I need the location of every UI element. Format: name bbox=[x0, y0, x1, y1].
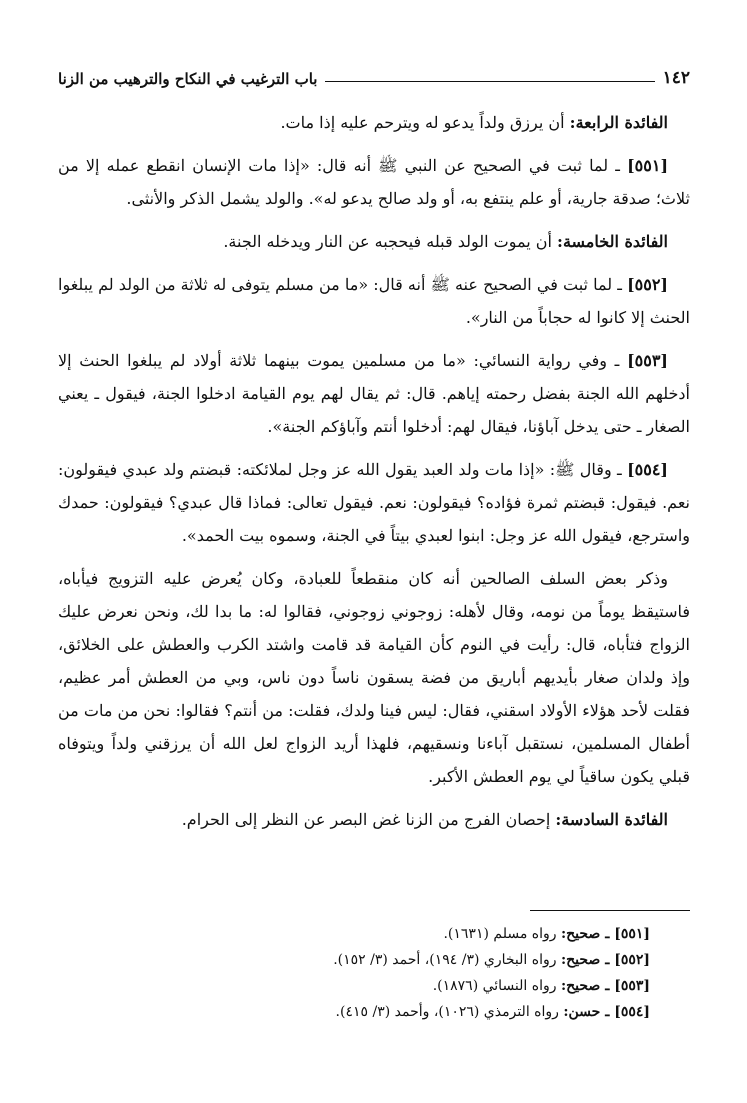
hadith-number: [٥٥٣] bbox=[627, 351, 668, 370]
footnote-text: رواه الترمذي (١٠٢٦)، وأحمد (٣/ ٤١٥). bbox=[335, 1004, 564, 1020]
footnote-text: رواه مسلم (١٦٣١). bbox=[443, 926, 561, 942]
hadith-number: [٥٥٤] bbox=[627, 460, 668, 479]
paragraph-text: وذكر بعض السلف الصالحين أنه كان منقطعاً للعبادة، وكان يُعرض عليه التزويج فيأباه، فاستيقظ يوماً من نومه، وقال لأهله: زوجوني زوجوني، فقالوا له: ما بدا لك، ونحن نعرض عليك الزواج فتأباه، قال: رأيت في النوم كأن القيامة قد قامت واشتد الكرب والعطش على الخلائق، وإذ ولدان صغار بأيديهم أباريق من فضة يسقون ناساً دون ناس، وبي من العطش أمر عظيم، فقلت لأحد هؤلاء الأولاد اسقني، فقال: ليس فينا ولدك، فقلت: من أنتم؟ فقالوا: نحن من مات من أطفال المسلمين، نستقبل آباءنا ونسقيهم، فلهذا أريد الزواج لعل الله أن يرزقني ولداً ويتوفاه قبلي يكون ساقياً لي يوم العطش الأكبر. bbox=[58, 569, 691, 786]
paragraph-benefit-4 bbox=[58, 106, 690, 139]
hadith-number: [٥٥٢] bbox=[627, 275, 668, 294]
paragraph-text: ـ وقال ﷺ: «إذا مات ولد العبد يقول الله عز وجل لملائكته: قبضتم ولد عبدي فيقولون: نعم. فيقول: قبضتم ثمرة فؤاده؟ فيقولون: نعم. فيقول تعالى: فماذا قال عبدي؟ فيقولون: حمدك واسترجع، فيقول الله عز وجل: ابنوا لعبدي بيتاً في الجنة، وسموه بيت الحمد». bbox=[58, 460, 690, 545]
paragraph-label: الفائدة الرابعة: bbox=[569, 113, 668, 132]
footnote-grade: ـ صحيح: bbox=[560, 952, 615, 968]
header-rule bbox=[325, 81, 654, 82]
paragraph-text: ـ لما ثبت في الصحيح عنه ﷺ أنه قال: «ما من مسلم يتوفى له ثلاثة من الولد لم يبلغوا الحنث إلا كانوا له حجاباً من النار». bbox=[58, 275, 690, 327]
footnote-553 bbox=[58, 973, 690, 999]
footnote-number: [٥٥٤] bbox=[614, 1004, 650, 1020]
footnote-number: [٥٥٢] bbox=[614, 952, 650, 968]
paragraph-benefit-5 bbox=[58, 225, 690, 258]
footnote-number: [٥٥١] bbox=[614, 926, 650, 942]
footnote-rule bbox=[530, 910, 690, 911]
footnote-552 bbox=[58, 947, 690, 973]
paragraph-benefit-6 bbox=[58, 803, 690, 836]
footnote-text: رواه البخاري (٣/ ١٩٤)، أحمد (٣/ ١٥٢). bbox=[333, 952, 561, 968]
paragraph-hadith-553 bbox=[58, 344, 690, 443]
paragraph-hadith-554 bbox=[58, 453, 690, 552]
paragraph-text: أن يرزق ولداً يدعو له ويترحم عليه إذا مات. bbox=[280, 113, 570, 132]
footnote-text: رواه النسائي (١٨٧٦). bbox=[432, 978, 561, 994]
paragraph-text: إحصان الفرج من الزنا غض البصر عن النظر إلى الحرام. bbox=[181, 810, 556, 829]
chapter-title: باب الترغيب في النكاح والترهيب من الزنا bbox=[58, 70, 318, 88]
footnotes bbox=[58, 910, 690, 1025]
footnote-grade: ـ حسن: bbox=[563, 1004, 615, 1020]
paragraph-label: الفائدة السادسة: bbox=[555, 810, 668, 829]
paragraph-hadith-552 bbox=[58, 268, 690, 334]
footnote-554 bbox=[58, 999, 690, 1025]
paragraph-story bbox=[58, 562, 690, 793]
footnote-grade: ـ صحيح: bbox=[560, 978, 615, 994]
paragraph-text: ـ لما ثبت في الصحيح عن النبي ﷺ أنه قال: «إذا مات الإنسان انقطع عمله إلا من ثلاث؛ صدقة جارية، أو علم ينتفع به، أو ولد صالح يدعو له». والولد يشمل الذكر والأنثى. bbox=[58, 156, 690, 208]
footnote-number: [٥٥٣] bbox=[614, 978, 650, 994]
page bbox=[58, 58, 691, 1020]
hadith-number: [٥٥١] bbox=[627, 156, 669, 175]
paragraph-text: ـ وفي رواية النسائي: «ما من مسلمين يموت بينهما ثلاثة أولاد لم يبلغوا الحنث إلا أدخلهم الله الجنة بفضل رحمته إياهم. قال: ثم يقال لهم يوم القيامة ادخلوا الجنة، فيقول ـ يعني الصغار ـ حتى يدخل آباؤنا، فيقال لهم: أدخلوا أنتم وآباؤكم الجنة». bbox=[58, 351, 690, 436]
paragraph-hadith-551 bbox=[58, 149, 690, 215]
paragraph-text: أن يموت الولد قبله فيحجبه عن النار ويدخله الجنة. bbox=[223, 232, 558, 251]
footnote-grade: ـ صحيح: bbox=[560, 926, 615, 942]
paragraph-label: الفائدة الخامسة: bbox=[557, 232, 668, 251]
running-header bbox=[58, 58, 690, 88]
page-number: ١٤٢ bbox=[662, 68, 690, 88]
body-text bbox=[58, 106, 690, 836]
footnote-551 bbox=[58, 921, 690, 947]
